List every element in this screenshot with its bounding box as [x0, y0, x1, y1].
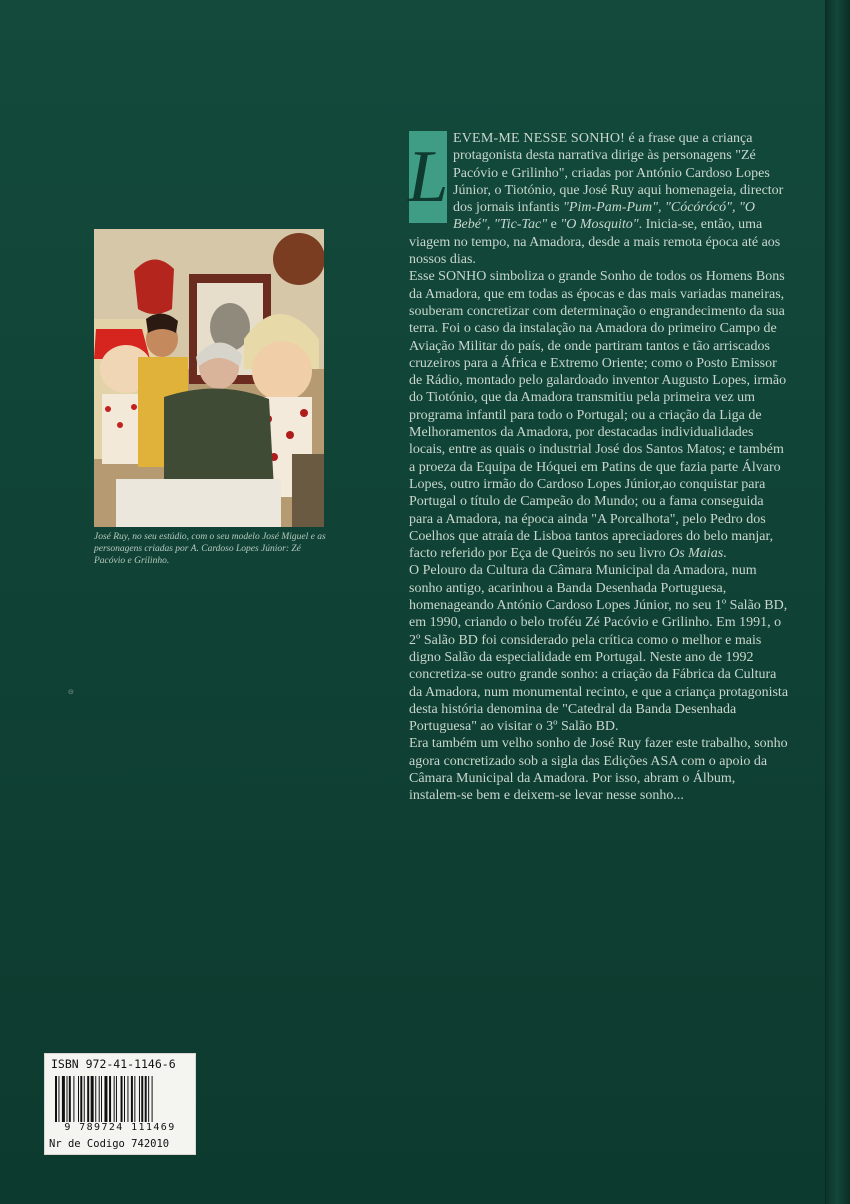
- paragraph-1-end: . Inicia-se, então, uma viagem no tempo, na Amadora, desde a mais remota época até aos nossos dias.: [409, 217, 781, 268]
- barcode-bar: [124, 1076, 125, 1122]
- barcode-bar: [55, 1076, 57, 1122]
- product-code: Nr de Codigo 742010: [49, 1138, 170, 1150]
- drop-cap: L: [409, 131, 447, 223]
- journal-titles: "Pim-Pam-Pum", "Cócórócó", "O Bebé", "Tic-Tac": [453, 200, 755, 233]
- barcode-bar: [58, 1076, 59, 1122]
- paragraph-2-end: .: [723, 546, 727, 562]
- barcode-bar: [148, 1076, 149, 1122]
- barcode-bar: [67, 1076, 68, 1122]
- barcode-bar: [95, 1076, 96, 1122]
- studio-photo: [94, 229, 324, 527]
- barcode-bar: [145, 1076, 147, 1122]
- photo-caption: José Ruy, no seu estúdio, com o seu modelo José Miguel e as personagens criadas por A. Cardoso Lopes Júnior: Zé Pacóvio e Grilinho.: [94, 532, 326, 566]
- barcode-bar: [109, 1076, 111, 1122]
- paragraph-1: [409, 130, 789, 268]
- barcode-bar: [116, 1076, 117, 1122]
- barcode: [55, 1076, 183, 1122]
- barcode-bar: [141, 1076, 143, 1122]
- barcode-bar: [104, 1076, 107, 1122]
- barcode-bar: [62, 1076, 65, 1122]
- barcode-bar: [80, 1076, 82, 1122]
- paragraph-2-text: Esse SONHO simboliza o grande Sonho de todos os Homens Bons da Amadora, que em todas as épocas e das mais variadas maneiras, souberam concretizar com determinação o engrandecimento da sua terra. Foi o caso da instalação na Amadora do primeiro Campo de Aviação Militar do país, de onde partiram tantos e tão arriscados cruzeiros para a África e Extremo Oriente; como o Posto Emissor de Rádio, montado pelo galardoado inventor Augusto Lopes, irmão do Tiotónio, que da Amadora transmitiu pela primeira vez um programa infantil para todo o Portugal; ou a criação da Liga de Melhoramentos da Amadora, por destacadas individualidades locais, entre as quais o industrial José dos Santos Matos; e também a proeza da Equipa de Hóquei em Patins de que fazia parte Álvaro Lopes, outro irmão do Cardoso Lopes Júnior,ao conquistar para Portugal o título de Campeão do Mundo; ou a fama conseguida para a Amadora, na época ainda "A Porcalhota", pelo Pedro dos Coelhos que atraía de Lisboa tantos apreciadores do belo manjar, facto referido por Eça de Queirós no seu livro: [409, 269, 787, 562]
- opening-phrase: EVEM-ME NESSE SONHO!: [453, 131, 625, 146]
- isbn-barcode-label: [44, 1053, 196, 1155]
- barcode-bar: [139, 1076, 140, 1122]
- book-title: Os Maias: [669, 546, 724, 562]
- paragraph-1-conjunction: e: [547, 217, 561, 233]
- paragraph-1-text: é a frase que a criança protagonista desta narrativa dirige às personagens "Zé Pacóvio e Grilinho", criadas por António Cardoso Lopes Júnior, o Tiotónio, que José Ruy aqui homenageia, director dos jornais infantis: [453, 131, 784, 216]
- paragraph-3: O Pelouro da Cultura da Câmara Municipal da Amadora, num sonho antigo, acarinhou a Banda Desenhada Portuguesa, homenageando António Cardoso Lopes Júnior, no seu 1º Salão BD, em 1990, criando o belo troféu Zé Pacóvio e Grilinho. Em 1991, o 2º Salão BD foi considerado pela crítica como o melhor e mais digno Salão da especialidade em Portugal. Neste ano de 1992 concretiza-se outro grande sonho: a criação da Fábrica da Cultura da Amadora, num monumental recinto, e que a criança protagonista desta história denomina de "Catedral da Banda Desenhada Portuguesa" ao visitar o 3º Salão BD.: [409, 563, 789, 735]
- barcode-bar: [99, 1076, 100, 1122]
- barcode-bar: [78, 1076, 79, 1122]
- journal-title-mosquito: "O Mosquito": [560, 217, 639, 233]
- barcode-digits: 9 789724 111469: [64, 1122, 176, 1133]
- barcode-bar: [127, 1076, 128, 1122]
- isbn-number: ISBN 972-41-1146-6: [51, 1057, 176, 1071]
- barcode-bar: [69, 1076, 71, 1122]
- barcode-bar: [152, 1076, 153, 1122]
- barcode-bar: [101, 1076, 102, 1122]
- paragraph-2: [409, 268, 789, 562]
- barcode-bar: [91, 1076, 94, 1122]
- barcode-bar: [87, 1076, 89, 1122]
- barcode-bar: [131, 1076, 133, 1122]
- decorative-mark: ꙫ: [68, 687, 74, 696]
- barcode-bar: [134, 1076, 135, 1122]
- paragraph-4: Era também um velho sonho de José Ruy fazer este trabalho, sonho agora concretizado sob a sigla das Edições ASA com o apoio da Câmara Municipal da Amadora. Por isso, abram o Álbum, instalem-se bem e deixem-se levar nesse sonho...: [409, 736, 788, 804]
- barcode-bar: [73, 1076, 74, 1122]
- blurb-text: [409, 130, 789, 805]
- spine-edge: [825, 0, 850, 1204]
- barcode-bar: [114, 1076, 115, 1122]
- barcode-bar: [121, 1076, 123, 1122]
- barcode-bar: [84, 1076, 85, 1122]
